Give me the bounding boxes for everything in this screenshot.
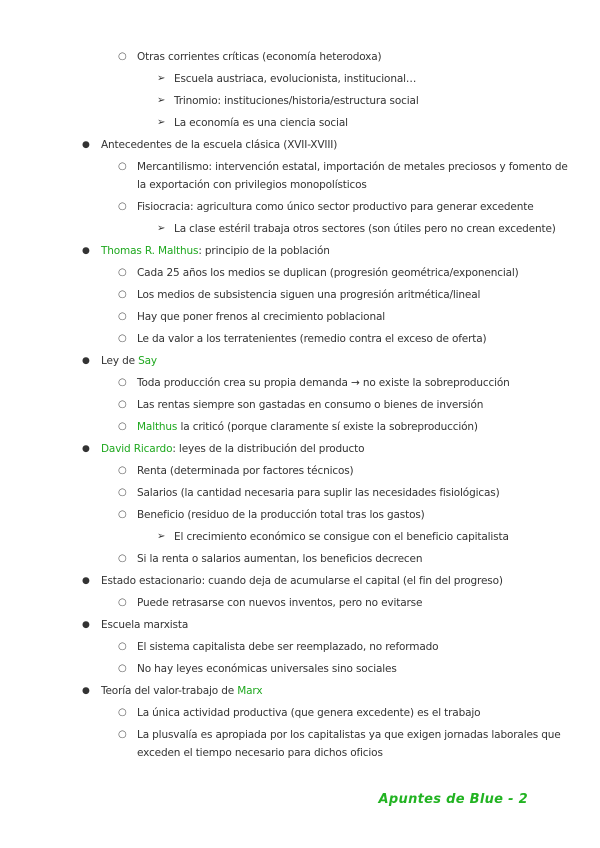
list-item: Los medios de subsistencia siguen una progresión aritmética/lineal bbox=[137, 289, 481, 301]
bullet-arrow-icon: ➢ bbox=[157, 531, 166, 542]
bullet-circle-icon: ○ bbox=[118, 509, 127, 520]
bullet-circle-icon: ○ bbox=[118, 707, 127, 718]
bullet-circle-icon: ○ bbox=[118, 553, 127, 564]
bullet-circle-icon: ○ bbox=[118, 311, 127, 322]
list-item bbox=[137, 420, 478, 434]
bullet-circle-icon: ○ bbox=[118, 465, 127, 476]
list-item: Hay que poner frenos al crecimiento poblacional bbox=[137, 311, 386, 323]
list-item: Trinomio: instituciones/historia/estructura social bbox=[174, 95, 419, 107]
list-item: La plusvalía es apropiada por los capitalistas ya que exigen jornadas laborales que bbox=[137, 729, 561, 741]
bullet-circle-icon: ○ bbox=[118, 201, 127, 212]
list-item: Escuela austriaca, evolucionista, institucional… bbox=[174, 73, 417, 85]
list-item: La economía es una ciencia social bbox=[174, 117, 348, 129]
bullet-circle-icon: ○ bbox=[118, 487, 127, 498]
list-item: Cada 25 años los medios se duplican (progresión geométrica/exponencial) bbox=[137, 267, 519, 279]
list-item: La clase estéril trabaja otros sectores (son útiles pero no crean excedente) bbox=[174, 223, 556, 235]
list-item-text: : principio de la población bbox=[198, 245, 330, 257]
bullet-disc-icon: ● bbox=[82, 356, 90, 366]
list-item bbox=[101, 684, 262, 698]
list-item: Antecedentes de la escuela clásica (XVII-XVIII) bbox=[101, 139, 338, 151]
highlight-name: David Ricardo bbox=[101, 443, 173, 455]
bullet-disc-icon: ● bbox=[82, 576, 90, 586]
list-item bbox=[101, 354, 157, 368]
list-item bbox=[101, 244, 330, 258]
list-item: Estado estacionario: cuando deja de acumularse el capital (el fin del progreso) bbox=[101, 575, 503, 587]
list-item: Beneficio (residuo de la producción total tras los gastos) bbox=[137, 509, 425, 521]
list-item: Renta (determinada por factores técnicos) bbox=[137, 465, 354, 477]
bullet-circle-icon: ○ bbox=[118, 597, 127, 608]
list-item: Escuela marxista bbox=[101, 619, 189, 631]
list-item: Si la renta o salarios aumentan, los beneficios decrecen bbox=[137, 553, 423, 565]
bullet-circle-icon: ○ bbox=[118, 267, 127, 278]
highlight-name: Marx bbox=[237, 685, 263, 697]
list-item-text: : leyes de la distribución del producto bbox=[172, 443, 365, 455]
list-item: La única actividad productiva (que genera excedente) es el trabajo bbox=[137, 707, 481, 719]
bullet-arrow-icon: ➢ bbox=[157, 73, 166, 84]
list-item: Puede retrasarse con nuevos inventos, pero no evitarse bbox=[137, 597, 423, 609]
bullet-circle-icon: ○ bbox=[118, 663, 127, 674]
list-item: Fisiocracia: agricultura como único sector productivo para generar excedente bbox=[137, 201, 534, 213]
list-item-continuation: exceden el tiempo necesario para dichos oficios bbox=[137, 747, 383, 759]
list-item bbox=[101, 442, 364, 456]
bullet-disc-icon: ● bbox=[82, 140, 90, 150]
list-item: El sistema capitalista debe ser reemplazado, no reformado bbox=[137, 641, 439, 653]
bullet-arrow-icon: ➢ bbox=[157, 95, 166, 106]
bullet-circle-icon: ○ bbox=[118, 399, 127, 410]
bullet-circle-icon: ○ bbox=[118, 421, 127, 432]
list-item: Salarios (la cantidad necesaria para suplir las necesidades fisiológicas) bbox=[137, 487, 500, 499]
bullet-circle-icon: ○ bbox=[118, 729, 127, 740]
list-item: Las rentas siempre son gastadas en consumo o bienes de inversión bbox=[137, 399, 484, 411]
bullet-circle-icon: ○ bbox=[118, 333, 127, 344]
list-item-text: la criticó (porque claramente sí existe la sobreproducción) bbox=[177, 421, 478, 433]
list-item: No hay leyes económicas universales sino sociales bbox=[137, 663, 397, 675]
bullet-arrow-icon: ➢ bbox=[157, 223, 166, 234]
list-item-continuation: la exportación con privilegios monopolísticos bbox=[137, 179, 367, 191]
bullet-disc-icon: ● bbox=[82, 246, 90, 256]
page-footer: Apuntes de Blue - 2 bbox=[378, 792, 528, 807]
list-item: Le da valor a los terratenientes (remedio contra el exceso de oferta) bbox=[137, 333, 487, 345]
bullet-disc-icon: ● bbox=[82, 620, 90, 630]
bullet-circle-icon: ○ bbox=[118, 641, 127, 652]
list-item-text: Ley de bbox=[101, 355, 139, 367]
bullet-circle-icon: ○ bbox=[118, 377, 127, 388]
bullet-circle-icon: ○ bbox=[118, 161, 127, 172]
list-item: Toda producción crea su propia demanda → no existe la sobreproducción bbox=[137, 377, 510, 389]
list-item-text: Teoría del valor-trabajo de bbox=[101, 685, 238, 697]
bullet-circle-icon: ○ bbox=[118, 289, 127, 300]
bullet-circle-icon: ○ bbox=[118, 51, 127, 62]
list-item: El crecimiento económico se consigue con el beneficio capitalista bbox=[174, 531, 509, 543]
list-item: Otras corrientes críticas (economía heterodoxa) bbox=[137, 51, 382, 63]
highlight-name: Say bbox=[138, 355, 157, 367]
highlight-name: Thomas R. Malthus bbox=[101, 245, 199, 257]
bullet-disc-icon: ● bbox=[82, 444, 90, 454]
bullet-arrow-icon: ➢ bbox=[157, 117, 166, 128]
bullet-disc-icon: ● bbox=[82, 686, 90, 696]
list-item: Mercantilismo: intervención estatal, importación de metales preciosos y fomento de bbox=[137, 161, 568, 173]
highlight-name: Malthus bbox=[137, 421, 178, 433]
